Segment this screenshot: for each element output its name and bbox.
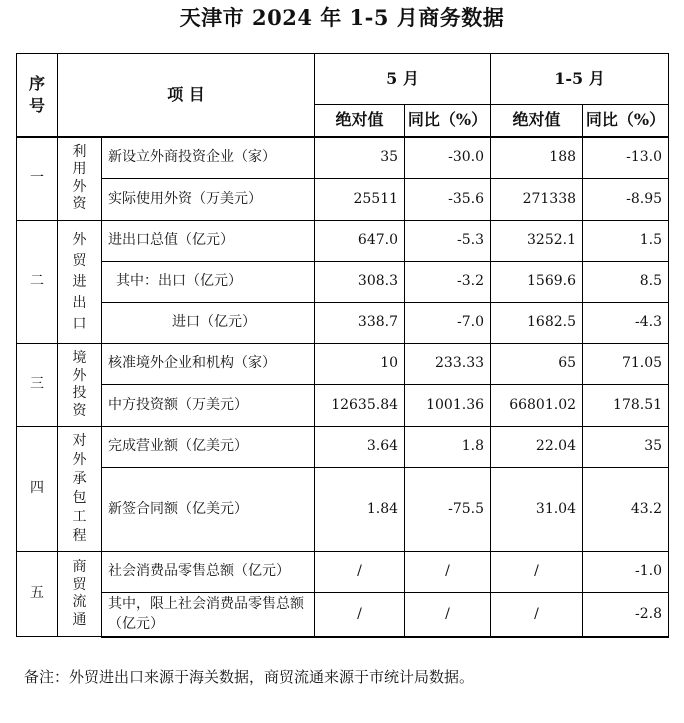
group-category: 商贸流通 — [58, 552, 102, 637]
cell-ytd-abs: 1682.5 — [491, 303, 583, 344]
row-label: 实际使用外资（万美元） — [102, 179, 315, 221]
group-seq: 三 — [17, 344, 58, 427]
header-may: 5 月 — [315, 54, 491, 105]
header-may-yoy: 同比（%） — [405, 105, 491, 137]
page-title: 天津市 2024 年 1-5 月商务数据 — [179, 5, 505, 30]
row-label: 完成营业额（亿美元） — [102, 427, 315, 468]
cell-ytd-abs: 66801.02 — [491, 385, 583, 427]
group-seq: 二 — [17, 221, 58, 344]
header-seq: 序号 — [17, 54, 58, 137]
cell-may-yoy: 1001.36 — [405, 385, 491, 427]
cell-may-yoy: -30.0 — [405, 137, 491, 179]
group-seq: 四 — [17, 427, 58, 552]
header-ytd-yoy: 同比（%） — [583, 105, 669, 137]
row-label: 其中：出口（亿元） — [102, 262, 315, 303]
group-category: 对外承包工程 — [58, 427, 102, 552]
cell-may-abs: 338.7 — [315, 303, 405, 344]
row-label: 其中，限上社会消费品零售总额（亿元） — [102, 593, 315, 637]
row-label: 新签合同额（亿美元） — [102, 468, 315, 552]
cell-may-abs: 35 — [315, 137, 405, 179]
group-seq: 一 — [17, 137, 58, 221]
cell-may-yoy: -75.5 — [405, 468, 491, 552]
cell-ytd-yoy: -1.0 — [583, 552, 669, 593]
cell-ytd-yoy: -13.0 — [583, 137, 669, 179]
cell-ytd-yoy: 178.51 — [583, 385, 669, 427]
group-category: 利用外资 — [58, 137, 102, 221]
row-label: 社会消费品零售总额（亿元） — [102, 552, 315, 593]
cell-may-abs: / — [315, 593, 405, 637]
cell-ytd-abs: 3252.1 — [491, 221, 583, 262]
footnote: 备注：外贸进出口来源于海关数据，商贸流通来源于市统计局数据。 — [24, 668, 475, 686]
row-label: 进出口总值（亿元） — [102, 221, 315, 262]
row-label: 核准境外企业和机构（家） — [102, 344, 315, 385]
header-item: 项 目 — [58, 54, 315, 137]
cell-may-yoy: -35.6 — [405, 179, 491, 221]
cell-may-abs: 10 — [315, 344, 405, 385]
cell-may-yoy: 233.33 — [405, 344, 491, 385]
cell-ytd-abs: 22.04 — [491, 427, 583, 468]
cell-may-abs: 3.64 — [315, 427, 405, 468]
cell-ytd-abs: 31.04 — [491, 468, 583, 552]
cell-may-abs: 308.3 — [315, 262, 405, 303]
cell-may-yoy: 1.8 — [405, 427, 491, 468]
cell-ytd-yoy: 35 — [583, 427, 669, 468]
cell-ytd-yoy: -4.3 — [583, 303, 669, 344]
cell-ytd-abs: 188 — [491, 137, 583, 179]
cell-ytd-abs: / — [491, 552, 583, 593]
cell-ytd-yoy: 71.05 — [583, 344, 669, 385]
header-may-abs: 绝对值 — [315, 105, 405, 137]
cell-ytd-yoy: 43.2 — [583, 468, 669, 552]
cell-ytd-abs: 1569.6 — [491, 262, 583, 303]
row-label: 进口（亿元） — [102, 303, 315, 344]
cell-may-yoy: -5.3 — [405, 221, 491, 262]
cell-ytd-yoy: -8.95 — [583, 179, 669, 221]
cell-ytd-yoy: 1.5 — [583, 221, 669, 262]
cell-may-yoy: / — [405, 552, 491, 593]
cell-ytd-yoy: 8.5 — [583, 262, 669, 303]
group-seq: 五 — [17, 552, 58, 637]
cell-may-yoy: -3.2 — [405, 262, 491, 303]
cell-may-abs: 647.0 — [315, 221, 405, 262]
row-label: 中方投资额（万美元） — [102, 385, 315, 427]
cell-may-yoy: / — [405, 593, 491, 637]
cell-may-abs: / — [315, 552, 405, 593]
cell-ytd-abs: 65 — [491, 344, 583, 385]
cell-ytd-yoy: -2.8 — [583, 593, 669, 637]
commerce-data-table — [16, 53, 669, 638]
group-category: 境外投资 — [58, 344, 102, 427]
cell-may-abs: 25511 — [315, 179, 405, 221]
cell-may-abs: 1.84 — [315, 468, 405, 552]
header-ytd: 1-5 月 — [491, 54, 669, 105]
cell-may-abs: 12635.84 — [315, 385, 405, 427]
cell-may-yoy: -7.0 — [405, 303, 491, 344]
cell-ytd-abs: / — [491, 593, 583, 637]
header-ytd-abs: 绝对值 — [491, 105, 583, 137]
row-label: 新设立外商投资企业（家） — [102, 137, 315, 179]
group-category: 外贸进出口 — [58, 221, 102, 344]
cell-ytd-abs: 271338 — [491, 179, 583, 221]
